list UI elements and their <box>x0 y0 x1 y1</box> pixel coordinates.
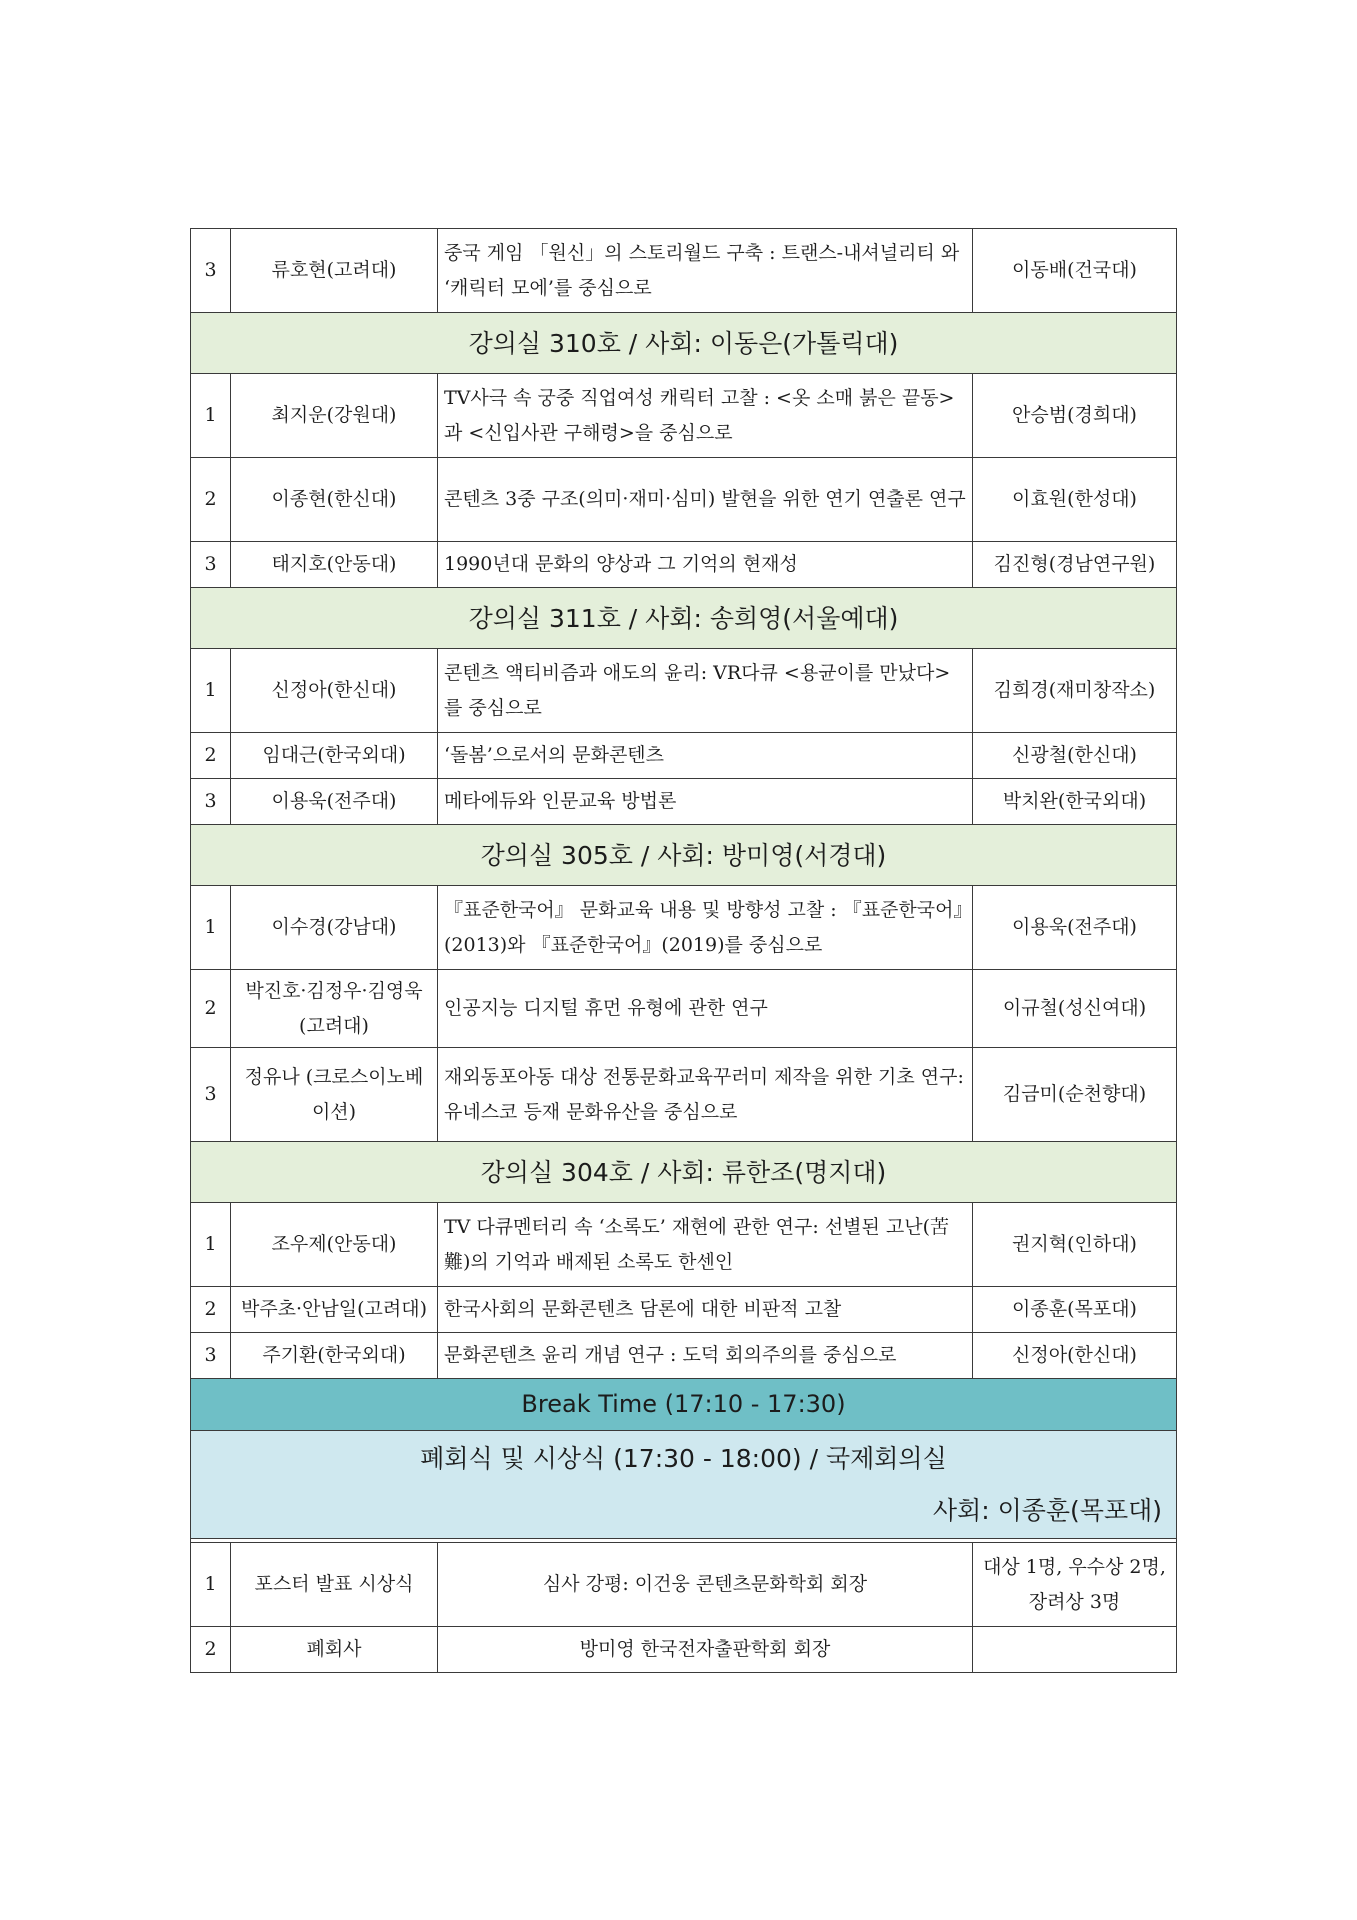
discussant: 이효원(한성대) <box>973 458 1177 542</box>
table-row <box>191 374 1177 458</box>
closing-ceremony-header <box>191 1431 1177 1539</box>
row-number: 1 <box>191 374 231 458</box>
presentation-title: ‘돌봄’으로서의 문화콘텐츠 <box>438 733 973 779</box>
presentation-title: 콘텐츠 3중 구조(의미·재미·심미) 발현을 위한 연기 연출론 연구 <box>438 458 973 542</box>
presenter: 태지호(안동대) <box>231 542 438 588</box>
presenter: 류호현(고려대) <box>231 229 438 313</box>
table-row <box>191 733 1177 779</box>
table-row <box>191 970 1177 1048</box>
row-number: 2 <box>191 1287 231 1333</box>
presentation-title: 문화콘텐츠 윤리 개념 연구 : 도덕 회의주의를 중심으로 <box>438 1333 973 1379</box>
table-row <box>191 1203 1177 1287</box>
presentation-title: 『표준한국어』 문화교육 내용 및 방향성 고찰 : 『표준한국어』(2013)와 『표준한국어』(2019)를 중심으로 <box>438 886 973 970</box>
ceremony-detail: 심사 강평: 이건웅 콘텐츠문화학회 회장 <box>438 1543 973 1627</box>
ceremony-note: 대상 1명, 우수상 2명, 장려상 3명 <box>973 1543 1177 1627</box>
ceremony-item: 폐회사 <box>231 1627 438 1673</box>
presenter: 최지운(강원대) <box>231 374 438 458</box>
row-number: 1 <box>191 1203 231 1287</box>
ceremony-note <box>973 1627 1177 1673</box>
session-header-310 <box>191 313 1177 374</box>
schedule-table <box>190 228 1177 1673</box>
closing-title: 폐회식 및 시상식 (17:30 - 18:00) / 국제회의실 <box>420 1443 947 1473</box>
table-row <box>191 1627 1177 1673</box>
discussant: 이용욱(전주대) <box>973 886 1177 970</box>
break-time-row <box>191 1379 1177 1431</box>
table-row <box>191 458 1177 542</box>
presentation-title: 한국사회의 문화콘텐츠 담론에 대한 비판적 고찰 <box>438 1287 973 1333</box>
closing-host: 사회: 이종훈(목포대) <box>932 1495 1162 1525</box>
row-number: 2 <box>191 1627 231 1673</box>
presenter: 박진호·김정우·김영욱 (고려대) <box>231 970 438 1048</box>
table-row <box>191 1287 1177 1333</box>
session-title: 강의실 310호 / 사회: 이동은(가톨릭대) <box>191 313 1177 374</box>
row-number: 2 <box>191 458 231 542</box>
row-number: 2 <box>191 733 231 779</box>
row-number: 1 <box>191 1543 231 1627</box>
session-header-305 <box>191 825 1177 886</box>
presentation-title: 콘텐츠 액티비즘과 애도의 윤리: VR다큐 <용균이를 만났다>를 중심으로 <box>438 649 973 733</box>
presentation-title: 재외동포아동 대상 전통문화교육꾸러미 제작을 위한 기초 연구: 유네스코 등재 문화유산을 중심으로 <box>438 1048 973 1142</box>
presenter: 주기환(한국외대) <box>231 1333 438 1379</box>
presenter: 신정아(한신대) <box>231 649 438 733</box>
discussant: 박치완(한국외대) <box>973 779 1177 825</box>
presenter: 조우제(안동대) <box>231 1203 438 1287</box>
presentation-title: 인공지능 디지털 휴먼 유형에 관한 연구 <box>438 970 973 1048</box>
presentation-title: 중국 게임 「원신」의 스토리월드 구축 : 트랜스-내셔널리티 와 ‘캐릭터 모에’를 중심으로 <box>438 229 973 313</box>
row-number: 3 <box>191 1333 231 1379</box>
discussant: 김금미(순천향대) <box>973 1048 1177 1142</box>
discussant: 이규철(성신여대) <box>973 970 1177 1048</box>
table-row <box>191 1333 1177 1379</box>
session-header-304 <box>191 1142 1177 1203</box>
row-number: 3 <box>191 229 231 313</box>
table-row <box>191 779 1177 825</box>
row-number: 2 <box>191 970 231 1048</box>
table-row <box>191 229 1177 313</box>
session-title: 강의실 305호 / 사회: 방미영(서경대) <box>191 825 1177 886</box>
presentation-title: 1990년대 문화의 양상과 그 기억의 현재성 <box>438 542 973 588</box>
discussant: 이동배(건국대) <box>973 229 1177 313</box>
presenter: 이종현(한신대) <box>231 458 438 542</box>
presenter: 임대근(한국외대) <box>231 733 438 779</box>
session-header-311 <box>191 588 1177 649</box>
break-time-label: Break Time (17:10 - 17:30) <box>191 1379 1177 1431</box>
ceremony-detail: 방미영 한국전자출판학회 회장 <box>438 1627 973 1673</box>
table-row <box>191 542 1177 588</box>
discussant: 신정아(한신대) <box>973 1333 1177 1379</box>
row-number: 1 <box>191 649 231 733</box>
discussant: 김진형(경남연구원) <box>973 542 1177 588</box>
row-number: 1 <box>191 886 231 970</box>
table-row <box>191 649 1177 733</box>
presenter: 정유나 (크로스이노베이션) <box>231 1048 438 1142</box>
session-title: 강의실 311호 / 사회: 송희영(서울예대) <box>191 588 1177 649</box>
table-row <box>191 1543 1177 1627</box>
presenter: 박주초·안남일(고려대) <box>231 1287 438 1333</box>
session-title: 강의실 304호 / 사회: 류한조(명지대) <box>191 1142 1177 1203</box>
discussant: 안승범(경희대) <box>973 374 1177 458</box>
presentation-title: TV 다큐멘터리 속 ‘소록도’ 재현에 관한 연구: 선별된 고난(苦難)의 기억과 배제된 소록도 한센인 <box>438 1203 973 1287</box>
discussant: 이종훈(목포대) <box>973 1287 1177 1333</box>
row-number: 3 <box>191 779 231 825</box>
presenter: 이수경(강남대) <box>231 886 438 970</box>
discussant: 신광철(한신대) <box>973 733 1177 779</box>
row-number: 3 <box>191 1048 231 1142</box>
presentation-title: 메타에듀와 인문교육 방법론 <box>438 779 973 825</box>
presenter: 이용욱(전주대) <box>231 779 438 825</box>
table-row <box>191 886 1177 970</box>
discussant: 김희경(재미창작소) <box>973 649 1177 733</box>
closing-header-cell <box>191 1431 1177 1539</box>
table-row <box>191 1048 1177 1142</box>
row-number: 3 <box>191 542 231 588</box>
discussant: 권지혁(인하대) <box>973 1203 1177 1287</box>
ceremony-item: 포스터 발표 시상식 <box>231 1543 438 1627</box>
presentation-title: TV사극 속 궁중 직업여성 캐릭터 고찰 : <옷 소매 붉은 끝동>과 <신입사관 구해령>을 중심으로 <box>438 374 973 458</box>
